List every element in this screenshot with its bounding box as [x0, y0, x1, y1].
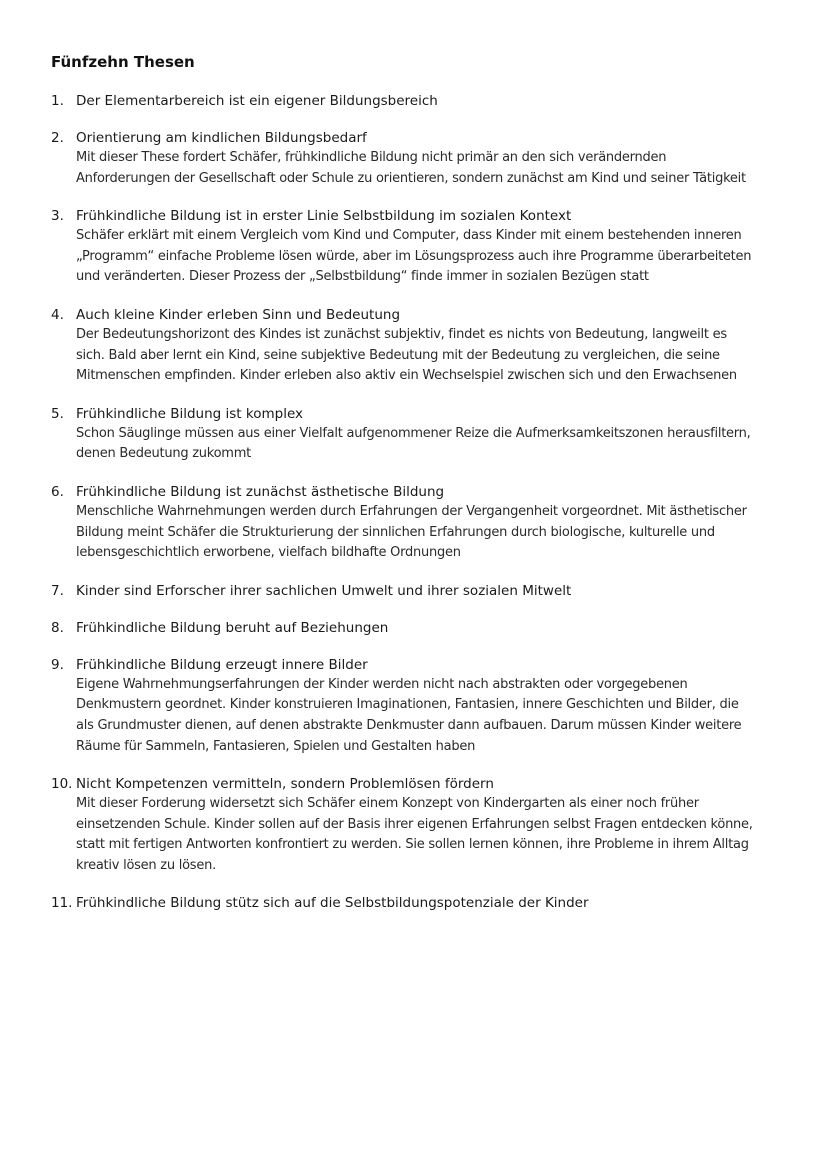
thesis-number: 2. [51, 130, 64, 146]
thesis-item [51, 655, 758, 757]
thesis-body [76, 774, 758, 876]
thesis-number: 8. [51, 619, 64, 636]
thesis-heading: Frühkindliche Bildung stütz sich auf die Selbstbildungspotenziale der Kinder [76, 895, 589, 912]
thesis-text: Mit dieser These fordert Schäfer, frühkindliche Bildung nicht primär an den sich verändernden Anforderungen der Gesellschaft oder Schule zu orientieren, sondern zunächst am Kind und seiner Tätigkeit [76, 150, 746, 186]
thesis-number: 9. [51, 656, 64, 673]
thesis-heading: Frühkindliche Bildung erzeugt innere Bilder [76, 656, 368, 673]
thesis-text: Schäfer erklärt mit einem Vergleich vom Kind und Computer, dass Kinder mit einem bestehenden inneren „Programm“ einfache Probleme lösen würde, aber im Lösungsprozess auch ihre Programme überarbeiteten und veränderten. Dieser Prozess der „Selbstbildung“ finde immer in sozialen Bezügen statt [76, 228, 752, 285]
thesis-heading: Auch kleine Kinder erleben Sinn und Bedeutung [76, 306, 401, 323]
thesis-text: Mit dieser Forderung widersetzt sich Schäfer einem Konzept von Kindergarten als einer noch früher einsetzenden Schule. Kinder sollen auf der Basis ihrer eigenen Erfahrungen selbst Fragen entdecken könne, statt mit fertigen Antworten konfrontiert zu werden. Sie sollen lernen können, ihre Probleme in ihrem Alltag kreativ lösen zu lösen. [76, 796, 753, 873]
thesis-heading: Der Elementarbereich ist ein eigener Bildungsbereich [76, 93, 438, 109]
thesis-heading: Frühkindliche Bildung ist in erster Linie Selbstbildung im sozialen Kontext [76, 208, 572, 225]
thesis-heading: Frühkindliche Bildung ist komplex [76, 405, 304, 422]
thesis-item [51, 482, 758, 564]
document-title: Fünfzehn Thesen [51, 53, 195, 71]
thesis-item [51, 618, 758, 638]
thesis-number: 6. [51, 483, 64, 500]
thesis-number: 3. [51, 208, 64, 225]
thesis-text: Menschliche Wahrnehmungen werden durch Erfahrungen der Vergangenheit vorgeordnet. Mit ästhetischer Bildung meint Schäfer die Strukturierung der sinnlichen Erfahrungen durch biologische, kulturelle und lebensgeschichtlich erworbene, vielfach bildhafte Ordnungen [76, 503, 747, 561]
thesis-item [51, 91, 758, 111]
thesis-item [51, 305, 758, 387]
thesis-item [51, 404, 758, 465]
thesis-heading: Orientierung am kindlichen Bildungsbedarf [76, 130, 367, 146]
thesis-item [51, 893, 758, 913]
thesis-number: 4. [51, 306, 64, 323]
thesis-body [76, 91, 758, 111]
thesis-body [76, 655, 758, 757]
thesis-number: 10. [51, 776, 73, 793]
thesis-heading: Frühkindliche Bildung ist zunächst ästhetische Bildung [76, 483, 445, 500]
thesis-heading: Kinder sind Erforscher ihrer sachlichen Umwelt und ihrer sozialen Mitwelt [76, 582, 572, 599]
thesis-body [76, 404, 758, 465]
thesis-item [51, 581, 758, 601]
thesis-body [76, 206, 758, 288]
thesis-number: 5. [51, 405, 64, 422]
thesis-item [51, 128, 758, 189]
thesis-body [76, 618, 758, 638]
thesis-text: Der Bedeutungshorizont des Kindes ist zunächst subjektiv, findet es nichts von Bedeutung, langweilt es sich. Bald aber lernt ein Kind, seine subjektive Bedeutung mit der Bedeutung zu vergleichen, die seine Mitmenschen empfinden. Kinder erleben also aktiv ein Wechselspiel zwischen sich und den Erwachsenen [76, 326, 737, 384]
thesis-text: Schon Säuglinge müssen aus einer Vielfalt aufgenommener Reize die Aufmerksamkeitszonen herausfiltern, denen Bedeutung zukommt [76, 425, 751, 462]
thesis-number: 11. [51, 895, 73, 912]
thesis-heading: Nicht Kompetenzen vermitteln, sondern Problemlösen fördern [76, 776, 494, 793]
thesis-item [51, 206, 758, 288]
thesis-number: 1. [51, 93, 64, 109]
thesis-heading: Frühkindliche Bildung beruht auf Beziehungen [76, 619, 389, 636]
thesis-body [76, 893, 758, 913]
thesis-number: 7. [51, 582, 64, 599]
theses-list [51, 91, 758, 913]
thesis-body [76, 581, 758, 601]
thesis-body [76, 305, 758, 387]
thesis-text: Eigene Wahrnehmungserfahrungen der Kinder werden nicht nach abstrakten oder vorgegebenen Denkmustern geordnet. Kinder konstruieren Imaginationen, Fantasien, innere Geschichten und Bilder, die als Grundmuster dienen, auf denen abstrakte Denkmuster dann aufbauen. Darum müssen Kinder weitere Räume für Sammeln, Fantasieren, Spielen und Gestalten haben [76, 676, 742, 754]
thesis-body [76, 482, 758, 564]
thesis-body [76, 128, 758, 189]
thesis-item [51, 774, 758, 876]
